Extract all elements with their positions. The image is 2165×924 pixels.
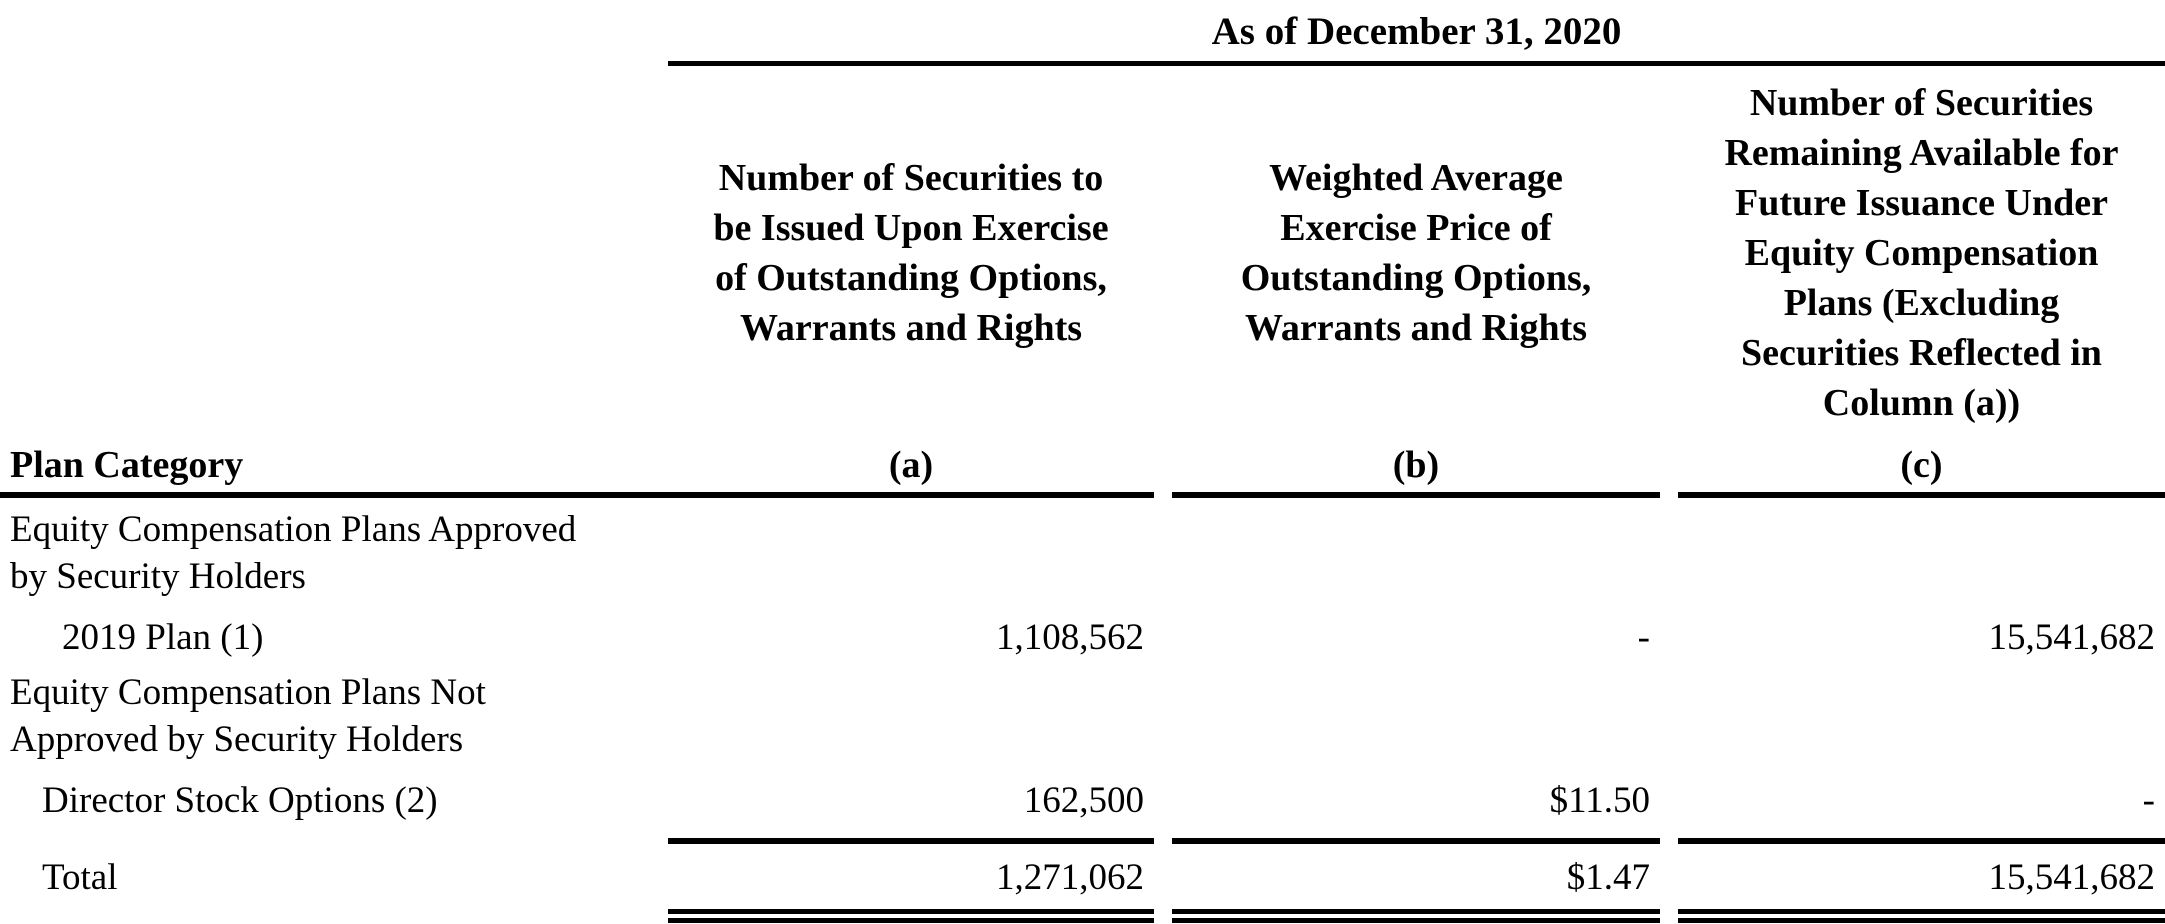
row-label-total: Total — [42, 857, 118, 898]
column-b-header — [1172, 153, 1660, 353]
column-letters-row — [0, 440, 2165, 498]
group-label-line: by Security Holders — [10, 556, 306, 597]
column-gap — [1154, 440, 1172, 498]
group-label-approved — [0, 506, 668, 600]
column-gap — [1660, 854, 1678, 923]
group-label-line: Equity Compensation Plans Not — [10, 672, 486, 713]
period-header-spacer — [0, 0, 668, 66]
column-c-header-line: Number of Securities — [1749, 82, 2094, 124]
group-label-not-approved — [0, 669, 668, 763]
column-c-header-line: Plans (Excluding — [1783, 282, 2060, 324]
table-row-total — [0, 844, 2165, 923]
column-c-header-line: Future Issuance Under — [1735, 182, 2108, 224]
column-b-header-line: Weighted Average — [1269, 157, 1563, 199]
table-row-2019-plan — [0, 600, 2165, 661]
group-label-line: Approved by Security Holders — [10, 719, 464, 760]
period-header-row — [0, 0, 2165, 66]
table-row-director-options — [0, 763, 2165, 844]
cell-2019-plan-col-a: 1,108,562 — [996, 617, 1144, 658]
column-c-header-line: Equity Compensation — [1744, 232, 2099, 274]
column-b-letter: (b) — [1172, 440, 1660, 498]
cell-total-col-c: 15,541,682 — [1678, 854, 2165, 923]
column-gap — [1660, 614, 1678, 661]
cell-director-options-col-c: - — [1678, 777, 2165, 844]
column-a-header-line: Number of Securities to — [718, 157, 1104, 199]
table-row-not-approved-group — [0, 661, 2165, 763]
row-label-2019-plan: 2019 Plan (1) — [62, 617, 264, 658]
column-b-header-line: Warrants and Rights — [1244, 307, 1588, 349]
column-a-letter: (a) — [668, 440, 1154, 498]
cell-director-options-col-b: $11.50 — [1172, 777, 1660, 844]
column-b-header-line: Outstanding Options, — [1240, 257, 1592, 299]
column-c-header-line: Remaining Available for — [1724, 132, 2119, 174]
column-c-header-line: Securities Reflected in — [1741, 332, 2102, 374]
column-gap — [1660, 777, 1678, 844]
column-a-header-line: Warrants and Rights — [739, 307, 1083, 349]
plan-category-label: Plan Category — [0, 440, 668, 498]
period-header: As of December 31, 2020 — [668, 0, 2165, 66]
column-gap — [1154, 854, 1172, 923]
column-gap — [1154, 777, 1172, 844]
table-row-approved-group — [0, 498, 2165, 600]
column-a-header — [668, 153, 1154, 353]
group-label-line: Equity Compensation Plans Approved — [10, 509, 577, 550]
column-c-letter: (c) — [1678, 440, 2165, 498]
cell-director-options-col-a: 162,500 — [668, 777, 1154, 844]
cell-2019-plan-col-b: - — [1637, 617, 1650, 658]
cell-2019-plan-col-c: 15,541,682 — [1988, 617, 2155, 658]
column-c-header — [1678, 78, 2165, 428]
column-c-header-line: Column (a)) — [1822, 382, 2021, 424]
column-gap — [1660, 440, 1678, 498]
column-b-header-line: Exercise Price of — [1280, 207, 1552, 249]
column-a-header-line: of Outstanding Options, — [715, 257, 1107, 299]
row-label-director-options: Director Stock Options (2) — [42, 780, 438, 821]
cell-total-col-a: 1,271,062 — [668, 854, 1154, 923]
column-gap — [1154, 614, 1172, 661]
column-headers-row — [0, 66, 2165, 440]
cell-total-col-b: $1.47 — [1172, 854, 1660, 923]
column-a-header-line: be Issued Upon Exercise — [713, 207, 1109, 249]
